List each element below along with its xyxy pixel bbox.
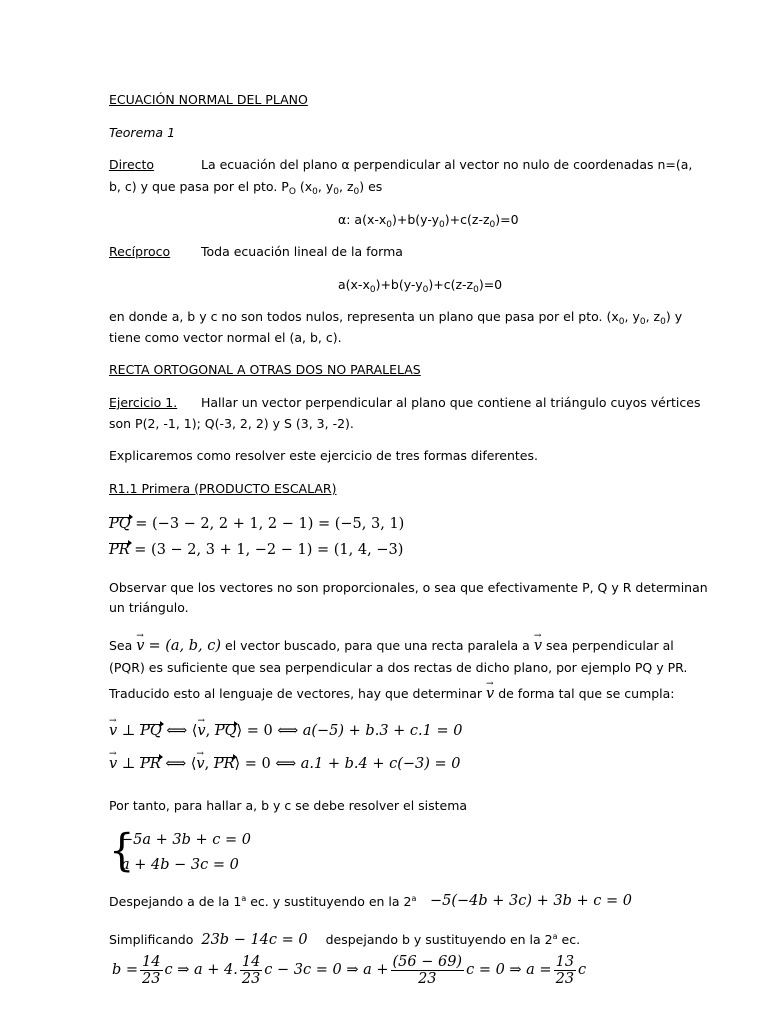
system-brace: {: [109, 825, 135, 877]
theorem-heading: Teorema 1: [109, 125, 176, 140]
pq-equation-value: = (−3 − 2, 2 + 1, 2 − 1) = (−5, 3, 1): [135, 516, 405, 532]
reciprocal-equation: $a(x-x_0)+b(y-y_0)+c(z-z_0)=0$: [338, 277, 503, 295]
final-equation: b = $\frac{14}{23}$ c ⇒ a + 4. $\frac{14}{23}$ c − 3c = 0 ⇒ a + $\frac{(56 - 69)}{23}$ c = 0 ⇒ a = $\frac{13}{23}$ c: [112, 953, 587, 987]
exercise-text-2: son P(2, -1, 1); Q(-3, 2, 2) y S (3, 3, -2).: [109, 416, 354, 431]
explain-text: Explicaremos como resolver este ejercicio de tres formas diferentes.: [109, 448, 538, 463]
reciprocal-label: Recíproco: [109, 244, 171, 259]
section-heading-orthogonal: RECTA ORTOGONAL A OTRAS DOS NO PARALELAS: [109, 362, 421, 377]
reciprocal-line: [109, 244, 403, 260]
reciprocal-text: Toda ecuación lineal de la forma: [201, 244, 403, 259]
section-heading-r11: R1.1 Primera (PRODUCTO ESCALAR): [109, 481, 337, 496]
simplificando-equation: 23b − 14c = 0: [201, 932, 308, 948]
pr-equation-value: = (3 − 2, 3 + 1, −2 − 1) = (1, 4, −3): [134, 542, 404, 558]
fraction-14-23: $\frac{14}{23}$: [142, 953, 161, 987]
direct-label: Directo: [109, 157, 155, 172]
exercise-line-1: [109, 395, 701, 411]
fraction-14-23-b: $\frac{14}{23}$: [241, 953, 261, 987]
reciprocal-text-2: en donde a, b y c no son todos nulos, representa un plano que pasa por el pto. ($x_0$, $y_0$, $z_0$) y: [109, 309, 683, 327]
reciprocal-text-3: tiene como vector normal el (a, b, c).: [109, 330, 342, 345]
system-equation-2: a + 4b − 3c = 0: [121, 857, 239, 873]
observe-text-2: un triángulo.: [109, 600, 189, 615]
simplificando-line: Simplificando 23b − 14c = 0 despejando b y sustituyendo en la 2$^a$ ec.: [109, 932, 581, 948]
pq-vector-label: PQ: [109, 516, 131, 532]
pr-vector-label: PR: [109, 542, 130, 558]
direct-line-1: [109, 157, 693, 173]
pr-equation: [109, 542, 403, 558]
exercise-text-1: Hallar un vector perpendicular al plano que contiene al triángulo cuyos vértices: [201, 395, 701, 410]
sea-line-2: (PQR) es suficiente que sea perpendicular a dos rectas de dicho plano, por ejemplo PQ y PR.: [109, 660, 688, 675]
perpendicular-equation-2: → v ⊥ PR ⟺ ⟨→ v, PR⟩ = 0 ⟺ a.1 + b.4 + c(−3) = 0: [109, 756, 461, 772]
direct-equation: α: $a(x-x_0)+b(y-y_0)+c(z-z_0)=0$: [338, 212, 519, 230]
observe-text-1: Observar que los vectores no son proporcionales, o sea que efectivamente P, Q y R determinan: [109, 580, 708, 595]
exercise-label: Ejercicio 1.: [109, 395, 178, 410]
perpendicular-equation-1: → v ⊥ PQ ⟺ ⟨→ v, PQ⟩ = 0 ⟺ a(−5) + b.3 + c.1 = 0: [109, 723, 462, 739]
despejando-equation: −5(−4b + 3c) + 3b + c = 0: [430, 893, 633, 909]
page-title: ECUACIÓN NORMAL DEL PLANO: [109, 92, 308, 107]
sea-line-3: Traducido esto al lenguaje de vectores, hay que determinar → v de forma tal que se cumpla:: [109, 686, 675, 702]
despejando-line: Despejando a de la 1$^a$ ec. y sustituyendo en la 2$^a$: [109, 894, 417, 909]
pq-equation: [109, 516, 404, 532]
direct-text-1: La ecuación del plano α perpendicular al vector no nulo de coordenadas n=(a,: [201, 157, 693, 172]
system-equation-1: −5a + 3b + c = 0: [121, 832, 251, 848]
direct-line-2: b, c) y que pasa por el pto. $P_O$ ($x_0$, $y_0$, $z_0$) es: [109, 179, 383, 197]
fraction-13-23: $\frac{13}{23}$: [555, 953, 575, 987]
system-intro: Por tanto, para hallar a, b y c se debe resolver el sistema: [109, 798, 468, 813]
fraction-56-69: $\frac{(56 - 69)}{23}$: [392, 953, 463, 987]
sea-line-1: Sea → v = (a, b, c) el vector buscado, para que una recta paralela a → v sea perpendicular al: [109, 638, 674, 654]
